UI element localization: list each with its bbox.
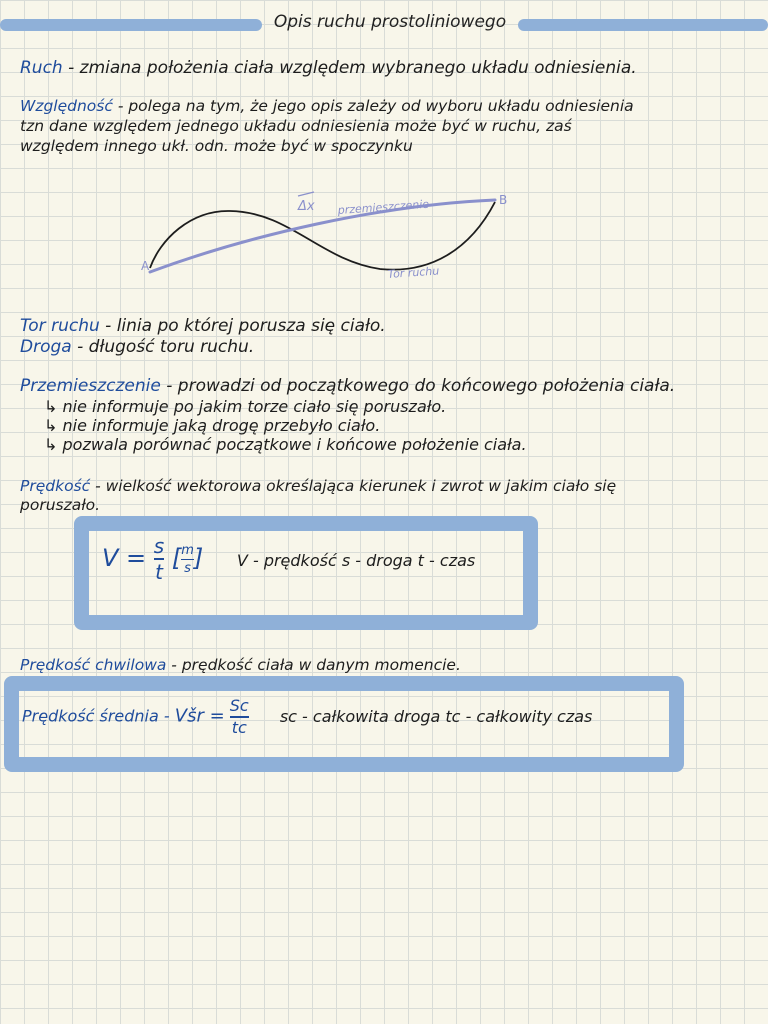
average-velocity-denominator: tc: [231, 718, 247, 737]
average-velocity-numerator: Sc: [229, 696, 249, 715]
droga-term: Droga: [20, 337, 72, 357]
tor-ruchu-text: - linia po której porusza się ciało.: [99, 316, 386, 336]
predkosc-chwilowa-text: - prędkość ciała w danym momencie.: [166, 656, 461, 674]
title-bar-right: [518, 19, 768, 31]
wzglednosc-term: Względność: [20, 97, 113, 115]
velocity-formula: [102, 536, 475, 582]
wzglednosc-line-1: [20, 96, 634, 116]
displacement-label: przemieszczenie: [337, 197, 430, 217]
point-b-label: B: [499, 193, 508, 207]
przemieszczenie-bullet-3: ↳ pozwala porównać początkowe i końcowe położenie ciała.: [44, 435, 527, 454]
page-title: Opis ruchu prostoliniowego: [273, 12, 507, 32]
przemieszczenie-bullet-1: ↳ nie informuje po jakim torze ciało się poruszało.: [44, 397, 447, 416]
unit-close-bracket: ]: [193, 544, 204, 572]
przemieszczenie-text: - prowadzi od początkowego do końcowego położenia ciała.: [160, 376, 676, 396]
trajectory-curve: [150, 202, 495, 270]
velocity-denominator: t: [155, 560, 163, 584]
wzglednosc-text-1: - polega na tym, że jego opis zależy od wyboru układu odniesienia: [112, 97, 634, 115]
velocity-fraction: [154, 536, 164, 582]
predkosc-chwilowa-definition: [20, 655, 461, 675]
przemieszczenie-definition: [20, 376, 675, 396]
motion-diagram: [0, 180, 560, 290]
displacement-line: [150, 197, 495, 272]
przemieszczenie-bullet-2: ↳ nie informuje jaką drogę przebyło ciało.: [44, 416, 381, 435]
droga-definition: [20, 337, 254, 357]
przemieszczenie-term: Przemieszczenie: [20, 376, 161, 396]
average-velocity-lhs: Všr =: [174, 705, 225, 727]
average-velocity-formula: [22, 698, 592, 736]
predkosc-term: Prędkość: [20, 477, 91, 495]
wzglednosc-line-2: tzn dane względem jednego układu odniesienia może być w ruchu, zaś: [20, 117, 572, 135]
predkosc-chwilowa-term: Prędkość chwilowa: [20, 656, 167, 674]
average-velocity-dash: -: [158, 706, 175, 726]
ruch-term: Ruch: [20, 58, 63, 78]
average-velocity-term: Prędkość średnia: [22, 706, 159, 726]
velocity-legend: V - prędkość s - droga t - czas: [236, 551, 476, 570]
velocity-lhs: V =: [102, 544, 147, 572]
average-velocity-fraction: [230, 698, 249, 736]
vector-arrow: [298, 192, 314, 196]
predkosc-definition-line-2: poruszało.: [20, 496, 101, 514]
ruch-definition: [20, 58, 637, 78]
vector-label: Δx: [298, 199, 315, 214]
point-a-label: A: [141, 259, 150, 273]
wzglednosc-line-3: względem innego ukł. odn. może być w spoczynku: [20, 137, 413, 155]
average-velocity-legend: sc - całkowita droga tc - całkowity czas: [279, 706, 593, 726]
ruch-text: - zmiana położenia ciała względem wybranego układu odniesienia.: [62, 58, 637, 78]
tor-ruchu-term: Tor ruchu: [20, 316, 100, 336]
predkosc-text-1: - wielkość wektorowa określająca kierunek i zwrot w jakim ciało się: [90, 477, 617, 495]
droga-text: - długość toru ruchu.: [71, 337, 255, 357]
unit-open-bracket: [: [171, 544, 182, 572]
unit-fraction: [181, 544, 194, 575]
path-label: Tor ruchu: [387, 264, 440, 281]
unit-numerator: m: [181, 542, 194, 558]
predkosc-definition-line-1: [20, 476, 616, 496]
unit-denominator: s: [184, 560, 191, 576]
velocity-numerator: s: [153, 534, 165, 558]
title-bar-left: [0, 19, 262, 31]
tor-ruchu-definition: [20, 316, 386, 336]
